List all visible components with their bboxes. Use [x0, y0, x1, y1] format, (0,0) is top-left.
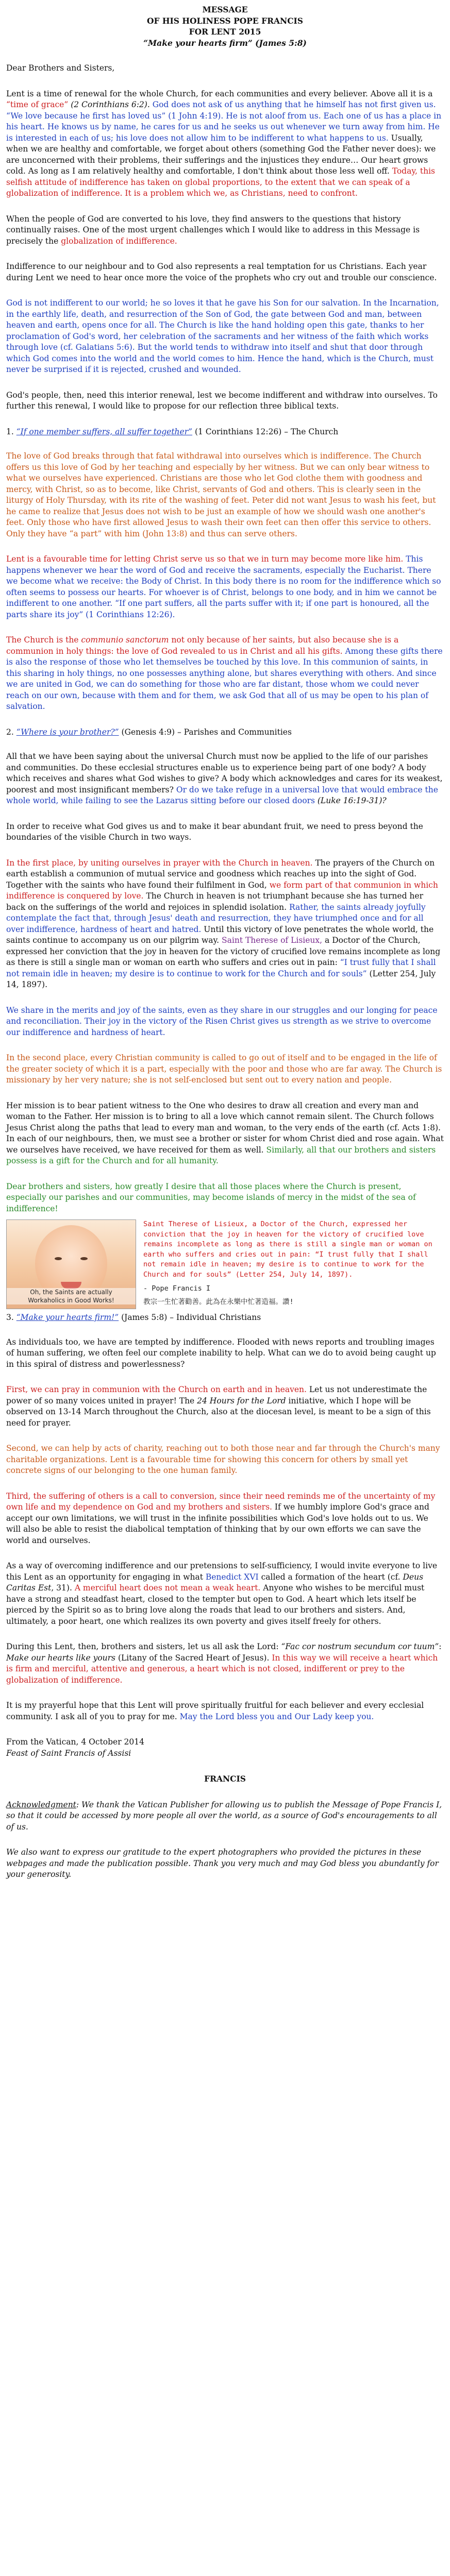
section-3-paragraph-7	[6, 1700, 444, 1722]
intro-paragraph-3: Indifference to our neighbour and to God also represents a real temptation for us Christians. Each year during Lent we need to hear once more the voice of the prophets who cry out and trouble our conscience.	[6, 262, 437, 282]
text: In this way we will receive a heart which is firm and merciful, attentive and generous, a heart which is not closed, indifferent or prey to the globalization of indifference.	[6, 1653, 438, 1685]
section-3-title	[6, 1312, 444, 1324]
intro-paragraph-4: God is not indifferent to our world; he so loves it that he gave his Son for our salvation. In the Incarnation, in the earthly life, death, and resurrection of the Son of God, the gate between God and man, between heaven and earth, opens once for all. The Church is like the hand holding open this gate, thanks to her proclamation of God's word, her celebration of the sacraments and her witness of the faith which works through love (cf. Galatians 5:6). But the world tends to withdraw into itself and shut that door through which God comes into the world and the world comes to him. Hence the hand, which is the Church, must never be surprised if it is rejected, crushed and wounded.	[6, 298, 439, 374]
text: 24 Hours for the Lord	[197, 1396, 286, 1405]
text: Lent is a favourable time for letting Christ serve us so that we in turn may become more like him.	[6, 554, 404, 564]
section-ref: (James 5:8) – Individual Christians	[119, 1313, 261, 1322]
text: The Church in heaven is not triumphant because she has turned her back on the sufferings of the world and rejoices in splendid isolation.	[6, 891, 423, 912]
text: This happens whenever we hear the word of God and receive the sacraments, especially the Eucharist. There we become what we receive: the Body of Christ. In this body there is no room for the indifference which so often seems to possess our hearts. For whoever is of Christ, belongs to one body, and in him we cannot be indifferent to one another. “If one part suffers, all the parts suffer with it; if one part is honoured, all the parts share its joy” (1 Corinthians 12:26).	[6, 554, 441, 619]
text: “I trust fully that I shall not remain idle in heaven; my desire is to continue to work for the Church and for souls”	[6, 958, 436, 978]
closing-feast: Feast of Saint Francis of Assisi	[6, 1748, 131, 1758]
section-quote: “If one member suffers, all suffer together”	[16, 427, 193, 436]
section-1-paragraph-2	[6, 554, 444, 620]
section-3-paragraph-5	[6, 1561, 444, 1627]
section-number: 3.	[6, 1313, 16, 1322]
section-1-paragraph-1: The love of God breaks through that fatal withdrawal into ourselves which is indifference. The Church offers us this love of God by her teaching and especially by her witness. But we can only bear witness to what we ourselves have experienced. Christians are those who let God clothe them with goodness and mercy, with Christ, so as to become, like Christ, servants of God and others. This is clearly seen in the liturgy of Holy Thursday, with its rite of the washing of feet. Peter did not want Jesus to wash his feet, but he came to realize that Jesus does not wish to be just an example of how we should wash one another's feet. Only those who have first allowed Jesus to wash their own feet can then offer this service to others. Only they have “a part” with him (John 13:8) and thus can serve others.	[6, 451, 436, 538]
text: Deus Caritas Est	[6, 1572, 424, 1592]
side-quote-text: Saint Therese of Lisieux, a Doctor of the Church, expressed her conviction that the joy in heaven for the victory of crucified love remains incomplete as long as there is still a single man or woman on earth who suffers and cries out in pain: “I trust fully that I shall not remain idle in heaven; my desire is to continue to work for the Church and for souls” (Letter 254, July 14, 1897).	[143, 1220, 432, 1279]
text: (Litany of the Sacred Heart of Jesus).	[115, 1653, 272, 1663]
closing-signature	[6, 1773, 444, 1785]
text: not only because of her saints, but also because she is a communion in holy things: the love of God revealed to us in Christ and all his gifts.	[6, 635, 399, 656]
text: Or do we take refuge in a universal love that would embrace the whole world, while failing to see the Lazarus sitting before our closed doors	[6, 785, 438, 805]
text: Make our hearts like yours	[6, 1653, 116, 1663]
section-2-paragraph-7: Dear brothers and sisters, how greatly I desire that all those places where the Church is present, especially our parishes and our communities, may become islands of mercy in the midst of the sea of indifference!	[6, 1181, 416, 1213]
text: Until this victory of love penetrates the whole world, the saints continue to accompany us on our pilgrim way.	[6, 924, 434, 945]
photo-side-quote	[143, 1219, 444, 1309]
text: “Fac cor nostrum secundum cor tuum”	[281, 1642, 439, 1651]
section-number: 1.	[6, 427, 16, 436]
text: : We thank the Vatican Publisher for allowing us to publish the Message of Pope Francis I, so that it could be accessed by more people all over the world, as a source of God's encouragements to all of us.	[6, 1800, 442, 1832]
text: Usually, when we are healthy and comfortable, we forget about others (something God the Father never does): we are unconcerned with their problems, their sufferings and the injustices they endure… Our heart grows cold. As long as I am relatively healthy and comfortable, I don't think about those less well off.	[6, 133, 436, 176]
text: The prayers of the Church on earth establish a communion of mutual service and goodness which reaches up into the sight of God. Together with the saints who have found their fulfilment in God,	[6, 858, 435, 890]
ack-heading: Acknowledgment	[6, 1800, 76, 1809]
photo-caption	[7, 1288, 136, 1304]
text: Benedict XVI	[205, 1572, 259, 1582]
section-number: 2.	[6, 727, 16, 737]
side-quote-chinese: 教宗一生忙著勸善。此為在永樂中忙著造福。讚!	[143, 1297, 294, 1306]
text: (2 Corinthians 6:2).	[68, 100, 153, 109]
text: communio sanctorum	[81, 635, 169, 645]
section-3-paragraph-6	[6, 1641, 444, 1686]
closing-block	[6, 1737, 444, 1759]
section-1-paragraph-3	[6, 635, 444, 713]
section-2-paragraph-4: We share in the merits and joy of the saints, even as they share in our struggles and our longing for peace and reconciliation. Their joy in the victory of the Risen Christ gives us strength as we strive to overcome our indifference and hardness of heart.	[6, 1005, 438, 1037]
section-3-paragraph-1: As individuals too, we have are tempted by indifference. Flooded with news reports and troubling images of human suffering, we often feel our complete inability to help. What can we do to avoid being caught up in this spiral of distress and powerlessness?	[6, 1337, 436, 1369]
intro-paragraph-2	[6, 214, 444, 247]
header-line1: MESSAGE	[202, 5, 248, 14]
text: initiative, which I hope will be observed on 13-14 March throughout the Church, also at the diocesan level, is meant to be a sign of this need for prayer.	[6, 1396, 431, 1428]
section-ref: (Genesis 4:9) – Parishes and Communities	[119, 727, 292, 737]
child-photo	[6, 1219, 136, 1309]
text: Among these gifts there is also the response of those who let themselves be touched by this love. In this communion of saints, in this sharing in holy things, no one possesses anything alone, but shares everything with others. And since we are united in God, we can do something for those who are far distant, those whom we could never reach on our own, because with them and for them, we ask God that all of us may be open to his plan of salvation.	[6, 646, 443, 711]
section-1-title	[6, 427, 444, 438]
section-2-paragraph-6	[6, 1100, 444, 1167]
section-ref: (1 Corinthians 12:26) – The Church	[192, 427, 339, 436]
section-quote: “Make your hearts firm!”	[16, 1313, 119, 1322]
side-quote-signature: - Pope Francis I	[143, 1284, 211, 1293]
eye-shape	[80, 1257, 88, 1260]
section-3-paragraph-4	[6, 1491, 444, 1547]
text: globalization of indifference.	[61, 236, 177, 246]
text: called a formation of the heart (cf.	[258, 1572, 403, 1582]
text: A merciful heart does not mean a weak heart.	[74, 1583, 261, 1592]
photo-quote-block	[6, 1219, 444, 1309]
text: Similarly, all that our brothers and sisters possess is a gift for the Church and for all humanity.	[6, 1145, 436, 1165]
text: :	[439, 1642, 442, 1651]
eye-shape	[55, 1257, 62, 1260]
photo-caption-line2: Workaholics in Good Works!	[28, 1297, 114, 1304]
text: we form part of that communion in which indifference is conquered by love.	[6, 880, 438, 901]
text: , 31).	[51, 1583, 75, 1592]
text: It is my prayerful hope that this Lent will prove spiritually fruitful for each believer and every ecclesial community. I ask all of you to pray for me.	[6, 1701, 424, 1721]
text: “time of grace”	[6, 100, 69, 109]
text: First, we can pray in communion with the Church on earth and in heaven.	[6, 1385, 307, 1394]
text: Rather, the saints already joyfully contemplate the fact that, through Jesus' death and resurrection, they have triumphed once and for all over indifference, hardness of heart and hatred.	[6, 902, 426, 934]
text: All that we have been saying about the universal Church must now be applied to the life of our parishes and communities. Do these ecclesial structures enable us to experience being part of one body? A body which receives and shares what God wishes to give? A body which acknowledges and cares for its weakest, poorest and most insignificant members?	[6, 752, 443, 794]
text: Anyone who wishes to be merciful must have a strong and steadfast heart, closed to the tempter but open to God. A heart which lets itself be pierced by the Spirit so as to bring love along the roads that lead to our brothers and sisters. And, ultimately, a poor heart, one which realizes its own poverty and gives itself freely for others.	[6, 1583, 425, 1626]
section-2-title	[6, 727, 444, 738]
text: Lent is a time of renewal for the whole Church, for each communities and every believer. Above all it is a	[6, 89, 433, 98]
header-line2: OF HIS HOLINESS POPE FRANCIS	[147, 15, 303, 26]
acknowledgment-paragraph-2: We also want to express our gratitude to the expert photographers who provided the pictures in these webpages and made the publication possible. Thank you very much and may God bless you abundantly for your generosity.	[6, 1848, 439, 1879]
salutation: Dear Brothers and Sisters,	[6, 63, 115, 73]
header-line3: FOR LENT 2015	[189, 27, 261, 37]
text: Today, this selfish attitude of indifference has taken on global proportions, to the extent that we can speak of a globalization of indifference. It is a problem which we, as Christians, need to confront.	[6, 166, 436, 198]
text: When the people of God are converted to his love, they find answers to the questions that history continually raises. One of the most urgent challenges which I would like to address in this Message is precisely the	[6, 214, 420, 246]
acknowledgment-paragraph-1	[6, 1800, 444, 1833]
text: May the Lord bless you and Our Lady keep you.	[179, 1711, 374, 1721]
header-subtitle: “Make your hearts firm” (James 5:8)	[143, 38, 307, 48]
text: If we humbly implore God's grace and accept our own limitations, we will trust in the infinite possibilities which God's love holds out to us. We will also be able to resist the diabolical temptation of thinking that by our own efforts we can save the world and ourselves.	[6, 1502, 429, 1545]
text: Her mission is to bear patient witness to the One who desires to draw all creation and every man and woman to the Father. Her mission is to bring to all a love which cannot remain silent. The Church follows Jesus Christ along the paths that lead to every man and woman, to the very ends of the earth (cf. Acts 1:8). In each of our neighbours, then, we must see a brother or sister for whom Christ died and rose again. What we ourselves have received, we have received for them as well.	[6, 1100, 444, 1155]
text: (Letter 254, July 14, 1897).	[6, 969, 436, 989]
section-2-paragraph-3	[6, 858, 444, 991]
section-quote: “Where is your brother?”	[16, 727, 119, 737]
text: In the first place, by uniting ourselves in prayer with the Church in heaven.	[6, 858, 313, 868]
section-2-paragraph-5: In the second place, every Christian community is called to go out of itself and to be engaged in the life of the greater society of which it is a part, especially with the poor and those who are far away. The Church is missionary by her very nature; she is not self-enclosed but sent out to every nation and people.	[6, 1053, 442, 1084]
text: Third, the suffering of others is a call to conversion, since their need reminds me of the uncertainty of my own life and my dependence on God and my brothers and sisters.	[6, 1491, 436, 1512]
text: Saint Therese of Lisieux,	[222, 936, 323, 945]
text: God does not ask of us anything that he himself has not first given us. “We love because he first has loved us” (1 John 4:19). He is not aloof from us. Each one of us has a place in his heart. He knows us by name, he cares for us and he seeks us out whenever we turn away from him. He is interested in each of us; his love does not allow him to be indifferent to what happens to us.	[6, 100, 442, 143]
intro-paragraph-5: God's people, then, need this interior renewal, lest we become indifferent and withdraw into ourselves. To further this renewal, I would like to propose for our reflection three biblical texts.	[6, 390, 438, 411]
section-3-paragraph-3: Second, we can help by acts of charity, reaching out to both those near and far through the Church's many charitable organizations. Lent is a favourable time for showing this concern for others by small yet concrete signs of our belonging to the one human family.	[6, 1444, 440, 1475]
text: During this Lent, then, brothers and sisters, let us all ask the Lord:	[6, 1642, 281, 1651]
section-2-paragraph-1	[6, 751, 444, 807]
text: Let us not underestimate the power of so many voices united in prayer! The	[6, 1385, 427, 1405]
text: (Luke 16:19-31)?	[314, 796, 387, 805]
closing-place: From the Vatican, 4 October 2014	[6, 1737, 145, 1747]
section-2-paragraph-2: In order to receive what God gives us and to make it bear abundant fruit, we need to press beyond the boundaries of the visible Church in two ways.	[6, 821, 423, 842]
intro-paragraph-1	[6, 89, 444, 199]
text: As a way of overcoming indifference and our pretensions to self-sufficiency, I would invite everyone to live this Lent as an opportunity for engaging in what	[6, 1561, 438, 1582]
signature-name: FRANCIS	[204, 1774, 246, 1784]
section-3-paragraph-2	[6, 1384, 444, 1429]
photo-caption-line1: Oh, the Saints are actually	[30, 1289, 112, 1296]
text: a Doctor of the Church, expressed her conviction that the joy in heaven for the victory of crucified love remains incomplete as long as there is still a single man or woman on earth who suffers and cries out in pain:	[6, 936, 441, 967]
document-header	[6, 4, 444, 48]
text: The Church is the	[6, 635, 81, 645]
